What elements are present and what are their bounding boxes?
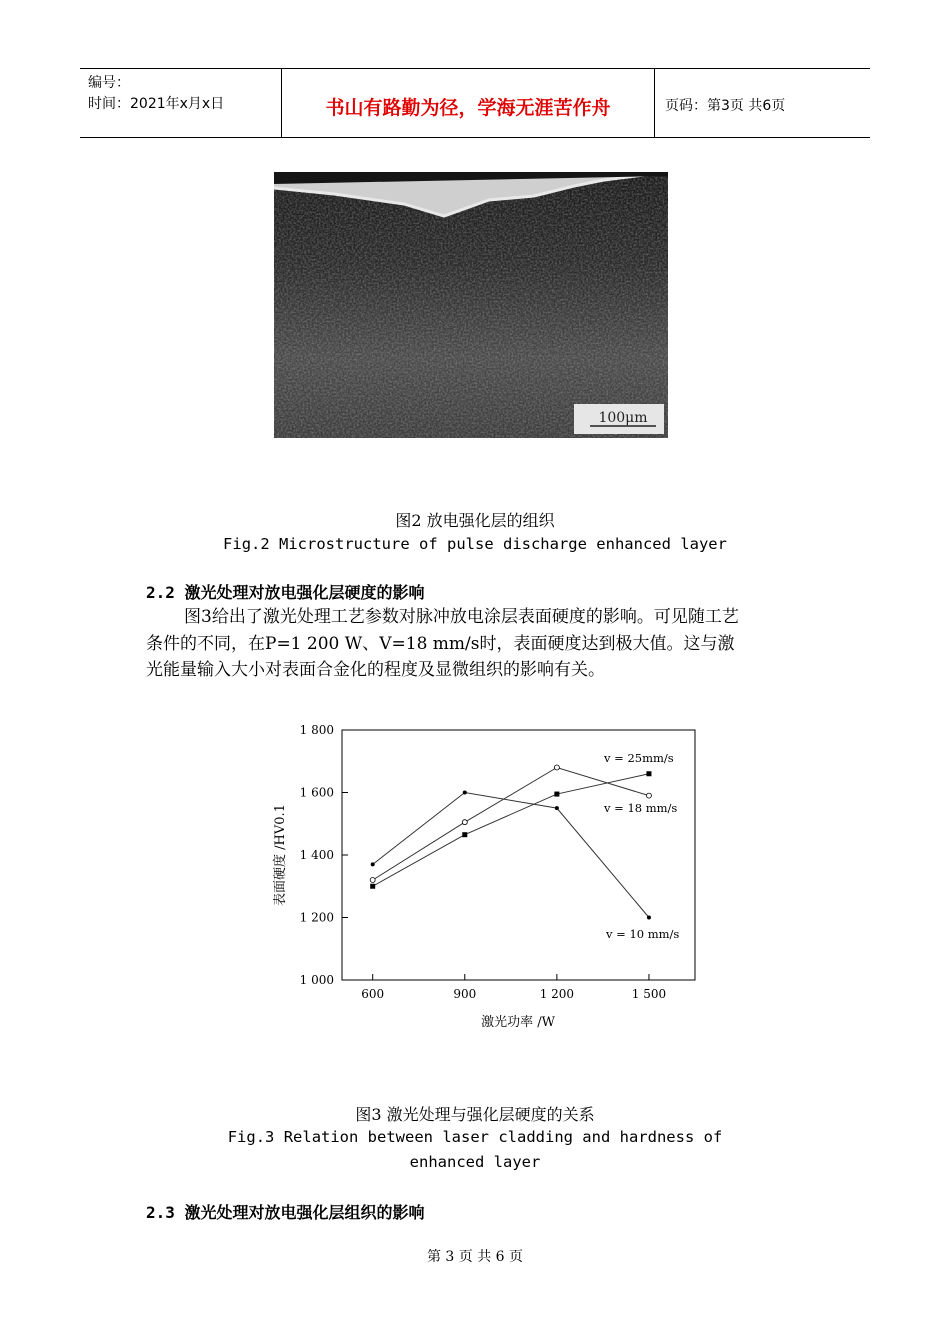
page-header bbox=[80, 68, 870, 138]
scale-bar-label: 100μm bbox=[598, 410, 648, 426]
document-code-label: 编号： bbox=[88, 75, 130, 91]
figure3-caption-en-line1: Fig.3 Relation between laser cladding and hardness of bbox=[227, 1128, 723, 1146]
section-2-2-heading: 2.2 激光处理对放电强化层硬度的影响 bbox=[146, 583, 425, 602]
micrograph-image bbox=[274, 172, 668, 438]
data-point bbox=[463, 791, 467, 795]
data-point bbox=[554, 792, 559, 797]
data-point bbox=[371, 862, 375, 866]
header-page-cell bbox=[655, 69, 870, 137]
y-tick-label: 1 200 bbox=[299, 910, 334, 925]
y-tick-label: 1 400 bbox=[299, 848, 334, 862]
y-tick-label: 1 800 bbox=[299, 723, 334, 737]
data-point bbox=[370, 878, 375, 883]
figure3-caption-en-line2: enhanced layer bbox=[409, 1153, 541, 1171]
x-tick-label: 1 200 bbox=[539, 987, 575, 1001]
data-point bbox=[462, 832, 467, 837]
header-motto: 书山有路勤为径，学海无涯苦作舟 bbox=[325, 97, 611, 119]
figure2-caption-cn: 图2 放电强化层的组织 bbox=[395, 511, 555, 530]
data-point bbox=[555, 806, 559, 810]
y-axis-label: 表面硬度 /HV0.1 bbox=[273, 804, 288, 906]
data-point bbox=[462, 820, 467, 825]
x-axis-label: 激光功率 /W bbox=[481, 1015, 555, 1030]
plot-frame bbox=[342, 730, 695, 980]
data-point bbox=[554, 765, 559, 770]
section-2-2-paragraph: 图3给出了激光处理工艺参数对脉冲放电涂层表面硬度的影响。可见随工艺条件的不同，在P=1 200 W、V=18 mm/s时，表面硬度达到极大值。这与激光能量输入大小对表面合金化的程度及显微组织的影响有关。 bbox=[146, 607, 739, 680]
x-tick-label: 600 bbox=[361, 987, 385, 1001]
header-motto-cell bbox=[282, 69, 655, 137]
hardness-chart bbox=[266, 720, 706, 1040]
header-info-cell bbox=[80, 69, 282, 137]
x-tick-label: 900 bbox=[453, 987, 477, 1001]
series-label: v = 18 mm/s bbox=[604, 801, 678, 815]
x-tick-label: 1 500 bbox=[631, 987, 667, 1001]
figure2-caption-en: Fig.2 Microstructure of pulse discharge enhanced layer bbox=[223, 535, 727, 553]
y-tick-label: 1 000 bbox=[299, 973, 334, 987]
series-line bbox=[373, 774, 649, 887]
data-point bbox=[646, 793, 651, 798]
data-point bbox=[370, 884, 375, 889]
data-point bbox=[646, 771, 651, 776]
series-label: v = 25mm/s bbox=[604, 751, 674, 765]
header-page-info: 页码：第3页 共6页 bbox=[665, 98, 786, 114]
figure3-caption-cn: 图3 激光处理与强化层硬度的关系 bbox=[355, 1105, 595, 1124]
section-2-3-heading: 2.3 激光处理对放电强化层组织的影响 bbox=[146, 1203, 425, 1222]
document-date: 时间：2021年x月x日 bbox=[88, 96, 225, 112]
page-footer: 第 3 页 共 6 页 bbox=[426, 1249, 524, 1265]
y-tick-label: 1 600 bbox=[299, 785, 334, 800]
series-label: v = 10 mm/s bbox=[606, 927, 680, 941]
data-point bbox=[647, 916, 651, 920]
